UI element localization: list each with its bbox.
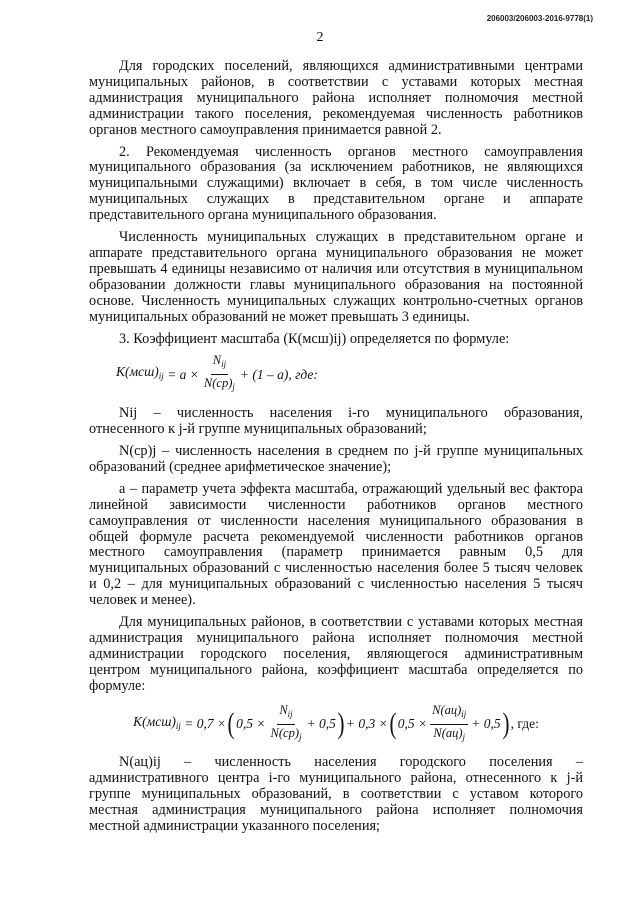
formula1-num: N xyxy=(212,353,222,368)
formula1-tail: + (1 – a), где: xyxy=(239,366,318,382)
page-number: 2 xyxy=(316,30,324,45)
formula2-num1-sub: ij xyxy=(287,708,293,719)
paragraph-item-3: 3. Коэффициент масштаба (К(мсш)ij) определяется по формуле: xyxy=(119,330,510,347)
paragraph-staff-limit: Численность муниципальных служащих в представительном органе и аппарате представительного органа муниципального образования не может превышать 4 единицы независимо от наличия или отсутствия в муниципальном образовании должности главы муниципального образования на постоянной основе. Численность муниципальных служащих контрольно-счетных органов муниципальных образований не может превышать 3 единицы. xyxy=(89,229,583,325)
paragraph-municipal-districts: Для муниципальных районов, в соответствии с уставами которых местная администрация муниципального района исполняет полномочия местной администрации городского поселения, являющегося административным центром муниципального района, коэффициент масштаба определяется по формуле: xyxy=(89,614,583,694)
formula2-tail: , где: xyxy=(510,716,539,732)
formula2-inner1-coef: 0,5 × xyxy=(236,716,266,732)
right-paren-2: ) xyxy=(502,707,510,741)
document-id: 206003/206003-2016-9778(1) xyxy=(486,14,593,23)
formula2-mid: + 0,3 × xyxy=(345,716,388,732)
formula1-lhs-sub: ij xyxy=(158,371,164,382)
formula2-num1: N xyxy=(279,702,288,717)
paragraph-def-nij: Nij – численность населения i-го муниципального образования, отнесенного к j-й группе муниципальных образований; xyxy=(89,405,583,438)
formula1-fraction xyxy=(202,353,237,396)
formula2-den2: N(ац) xyxy=(433,725,463,740)
formula2-num2-sub: ij xyxy=(461,708,467,719)
formula1-den-sub: j xyxy=(232,382,235,393)
formula1-lhs: K(мсш) xyxy=(116,364,159,380)
formula2-lhs-sub: ij xyxy=(175,720,181,731)
formula2-fraction-1 xyxy=(269,703,304,746)
formula2-plus1: + 0,5 xyxy=(306,716,336,732)
formula2-eq: = 0,7 × xyxy=(184,716,227,732)
formula2-den1-sub: j xyxy=(298,731,302,742)
formula2-lhs: K(мсш) xyxy=(133,713,176,729)
left-paren-2: ( xyxy=(389,707,397,741)
formula1-den: N(cp) xyxy=(203,376,233,391)
formula2-fraction-2 xyxy=(430,703,468,746)
document-body xyxy=(89,59,583,835)
formula1-eq: = a × xyxy=(167,366,199,382)
paragraph-item-2: 2. Рекомендуемая численность органов местного самоуправления муниципального образования (за исключением работников, не являющихся муниципальными служащими) включает в себя, в том числе численность муниципальных служащих в представительном органе и аппарате представительного органа муниципального образования. xyxy=(89,143,583,224)
paragraph-def-nac: N(ац)ij – численность населения городского поселения – административного центра i-го муниципального района, отнесенного к j-й группе муниципальных образований, в соответствии с уставом которого местная администрация муниципального района исполняет полномочия местной администрации указанного поселения; xyxy=(89,754,583,835)
formula2-num2: N(ац) xyxy=(432,702,462,717)
paragraph-def-a: a – параметр учета эффекта масштаба, отражающий удельный вес фактора линейной зависимости численности работников органов местного самоуправления от численности населения муниципального образования в общей формуле расчета рекомендуемой численности работников органов местного самоуправления (параметр принимается равным 0,5 для муниципальных образований с численностью населения более 5 тысяч человек и 0,2 – для муниципальных образований с численностью населения 5 тысяч человек и менее). xyxy=(89,480,583,609)
formula2-plus2: + 0,5 xyxy=(471,716,501,732)
formula1-num-sub: ij xyxy=(221,359,227,370)
formula-scale-coefficient-districts xyxy=(89,703,583,746)
formula-scale-coefficient xyxy=(89,353,583,396)
paragraph-city-settlements: Для городских поселений, являющихся административными центрами муниципальных районов, в соответствии с уставами которых местная администрация муниципального района исполняет полномочия местной администрации такого поселения, рекомендуемая численность работников органов местного самоуправления принимается равной 2. xyxy=(89,58,583,138)
formula2-den1: N(cp) xyxy=(270,725,299,740)
paragraph-def-ncp: N(cp)j – численность населения в среднем по j-й группе муниципальных образований (среднее арифметическое значение); xyxy=(89,443,583,475)
right-paren-1: ) xyxy=(337,707,345,741)
left-paren-1: ( xyxy=(227,707,235,741)
formula2-den2-sub: j xyxy=(462,731,466,742)
formula2-inner2-coef: 0,5 × xyxy=(397,716,428,732)
